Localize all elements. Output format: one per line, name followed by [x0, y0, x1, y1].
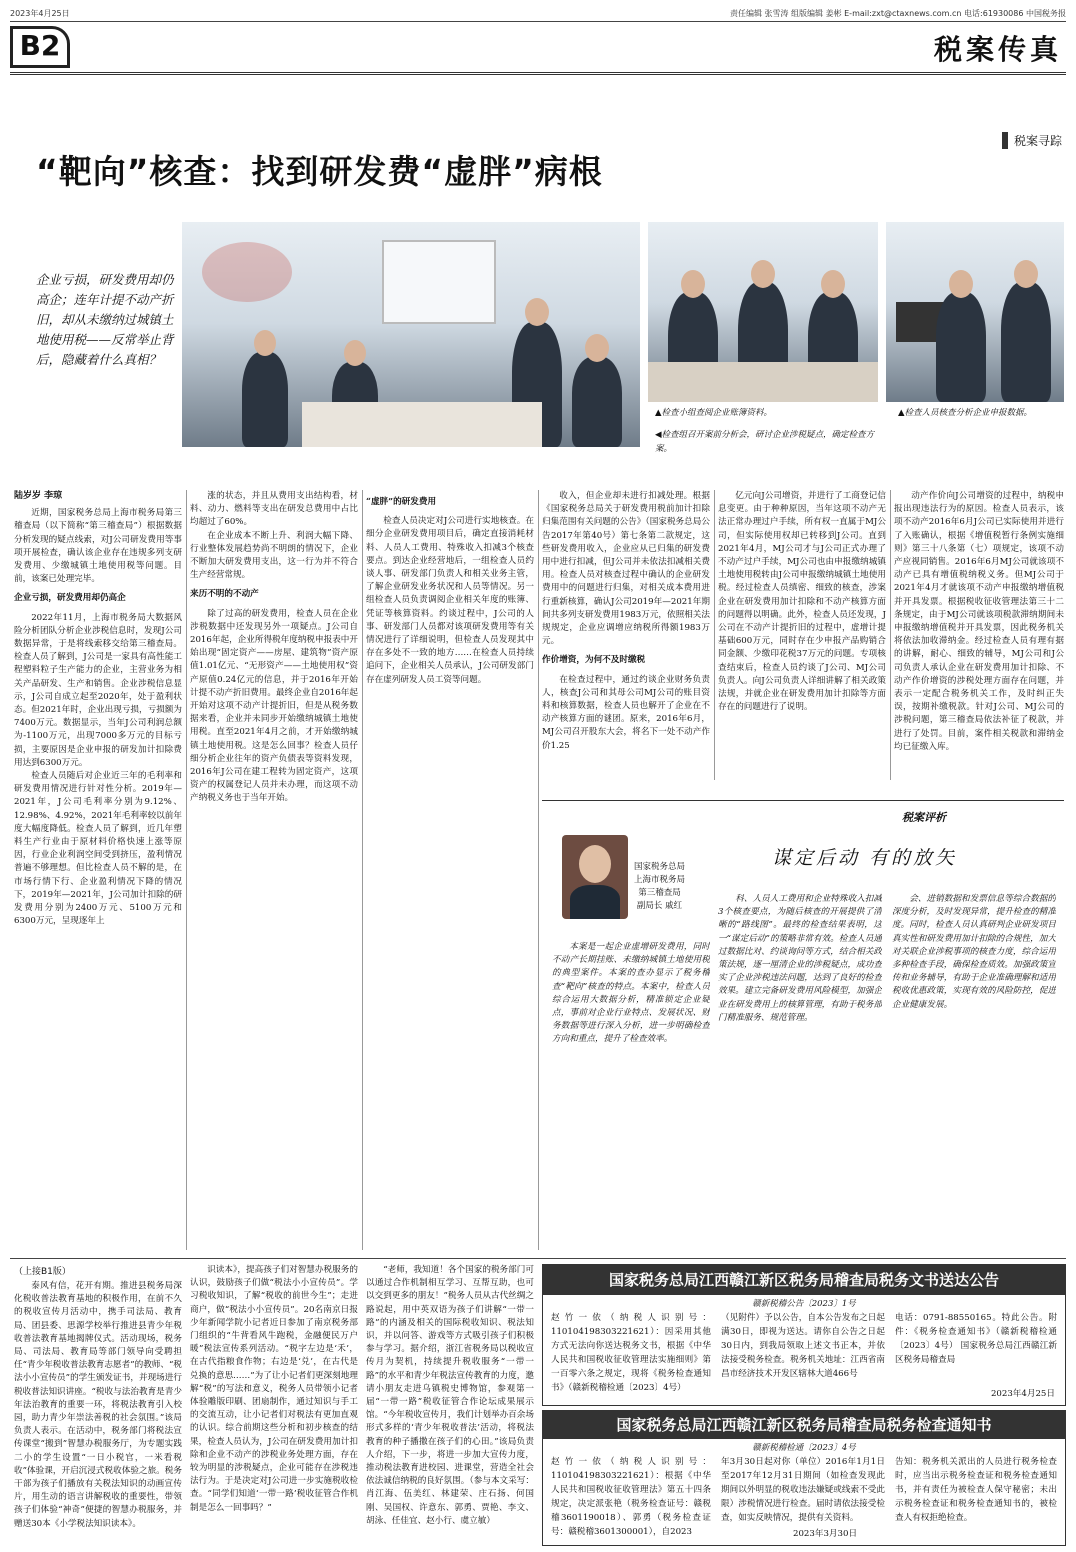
- column-divider: [362, 490, 363, 1250]
- editor-info: 责任编辑 张雪涛 组版编辑 姜彬 E-mail:zxt@ctaxnews.com.cn 电话:61930086 中国税务报: [729, 9, 1066, 18]
- ledger-review-photo: [648, 222, 878, 402]
- continued-column-2: 识读本》，提高孩子们对智慧办税服务的认识，鼓励孩子们做“税法小小宣传员”。学习税收知识，了解“税收的前世今生”；走进商户，做“税法小小宣传员”。20名南京日报少年新闻学院小记者近日参加了南京税务部门组织的“牛背看风牛跑税，金融便民万户暖”税法宣传系列活动。“税字左边是‘禾’，在古代指粮食作物；右边是‘兑’，在古代是兑换的意思……”为了让小记者们更深刻地理解“税”的写法和意义，税务人员带领小记者体验雕版印刷、团扇制作，通过知识与手工的交流互动，让小记者们对税法有更加直观的认识。综合前期这些分析和初步核查的结果，检查人员认为，J公司在研发费用加计扣除和企业不动产的涉税业务处理方面，存在较为明显的涉税疑点，企业可能存在涉税违法行为。于是决定对J公司进一步实施税收检查。“同学们知道‘一带一路’税收征管合作机制是怎么一回事吗？”: [190, 1265, 358, 1513]
- page-header-bar: [10, 6, 1066, 20]
- notice-number: 赣新税稽公告〔2023〕1号: [752, 1299, 856, 1309]
- article-paragraph: 除了过高的研发费用，检查人员在企业涉税数据中还发现另外一项疑点。J公司自2016年起，企业所得税年度纳税申报表中开始出现“固定资产——房屋、建筑物”资产原值1.01亿元、“无形资产——土地使用权”资产原值0.24亿元的信息，并于2016年开始计提不动产折旧费用。最终企业自2016年起开始对这项不动产计提折旧，但是从税务数据来看，企业并未同步开始缴纳城镇土地使用税。直至2021年4月之前，才开始缴纳城镇土地使用税。这是怎么回事？检查人员仔细分析企业往年的资产负债表等资料发现，2016年J公司在建工程转为固定资产，这项资产的权属登记人员并未办理，而这项不动产纳税义务也于当年开始。: [190, 608, 358, 804]
- article-column-4: [542, 490, 710, 780]
- page-number: B2: [10, 26, 70, 68]
- commentary-section: [542, 800, 1064, 1251]
- author-info: 国家税务总局 上海市税务局 第三稽查局 副局长 戚红: [634, 862, 686, 911]
- continued-label: （上接B1版）: [14, 1267, 71, 1277]
- article-paragraph: 在企业成本不断上升、利润大幅下降、行业整体发展趋势尚不明朗的情况下，企业不断加大研发费用支出，这一行为并不符合生产经营常规。: [190, 530, 358, 581]
- byline: 陆岁岁 李琼: [14, 491, 63, 501]
- article-subhead: 企业亏损，研发费用却仍高企: [14, 593, 126, 604]
- article-deck: 企业亏损，研发费用却仍高企；连年计提不动产折旧，却从未缴纳过城镇土地使用税——反常举止背后，隐藏着什么真相？: [36, 272, 174, 367]
- article-paragraph: 亿元向J公司增资，并进行了工商登记信息变更。由于种种原因，当年这项不动产无法正常办理过户手续，所有权一直属于MJ公司，但实际使用权却已转移到J公司。直到2021年4月，MJ公司才与J公司正式办理了不动产过户手续，MJ公司也由申报缴纳城镇土地使用税转由J公司申报缴纳城镇土地使用税。经过检查人员缜密、细致的核查，涉案企业在研发费用加计扣除和不动产核算方面的问题得以明确。此外，检查人员还发现，J公司在不动产计提折旧的过程中，虚增计提基础600万元，同时存在少申报产品购销合同金额、少缴印花税37万元的问题。专项核查结束后，检查人员约谈了J公司、MJ公司负责人。向J公司负责人详细讲解了相关政策法规，并就企业在研发费用加计扣除等方面存在的问题进行了说明。: [718, 491, 886, 713]
- data-analysis-photo: [886, 222, 1064, 402]
- notice-number: 赣新税稽检通〔2023〕4号: [752, 1443, 856, 1453]
- commentary-title: 谋定后动 有的放矢: [772, 847, 958, 869]
- article-column-2: [190, 490, 358, 1250]
- headline: “靶向”核查：找到研发费“虚胖”病根: [36, 152, 603, 191]
- article-subhead: 来历不明的不动产: [190, 589, 259, 600]
- article-paragraph: 涨的状态，并且从费用支出结构看，材料、动力、燃料等支出在研发总费用中占比均超过了60%。: [190, 491, 358, 528]
- notice-title: 国家税务总局江西赣江新区税务局稽查局税务文书送达公告: [543, 1265, 1065, 1295]
- caption-analysis: ▲检查人员核查分析企业申报数据。: [898, 408, 1033, 418]
- issue-date: 2023年4月25日: [10, 9, 70, 18]
- article-column-3: [366, 490, 534, 1250]
- author-portrait: [562, 835, 628, 919]
- section-rule: [10, 72, 1066, 75]
- lower-section-rule: [10, 1258, 1066, 1259]
- article-paragraph: 近期，国家税务总局上海市税务局第三稽查局（以下简称“第三稽查局”）根据数据分析发现的疑点线索，对J公司研发费用等事项开展检查，确认该企业存在违规多列支研发费用、少缴城镇土地使用税等问题。目前，该案已处理完毕。: [14, 508, 182, 585]
- commentary-tag: 税案评析: [902, 811, 946, 824]
- article-paragraph: 动产作价向J公司增资的过程中，纳税申报出现违法行为的原因。检查人员表示，该项不动产2016年6月J公司已实际使用并进行了入账确认，根据《增值税暂行条例实施细则》第三十八条第（七）项规定，该项不动产应视同销售。2016年6月MJ公司就该项不动产已具有增值税纳税义务。但MJ公司于2021年4月才就该项不动产申报缴纳增值税并开具发票。根据税收征收管理法第三十二条规定，由于MJ公司就该项税款滞纳期间未申报缴纳增值税并开具发票，因此税务机关将依法加收滞纳金。经过检查人员有理有据的讲解，耐心、细致的辅导，MJ公司和J公司负责人承认企业在研发费用加计扣除、不动产作价增资的涉税处理方面存在问题，并表示一定配合税务机关工作，及时纠正失误，按期补缴税款。针对J公司、MJ公司的涉税问题，第三稽查局依法补征了税款，并进行了处罚。目前，案件相关税款和滞纳金均已征缴入库。: [894, 491, 1064, 752]
- continued-column-1: 泰风有信，花开有期。推进县税务局深化税收普法教育基地的积极作用，在前不久的税收宣传月活动中，携手司法局、教育局、团县委、思源学校举行推进县青少年税收普法教育基地揭牌仪式。活动现场，税务局、司法局、教育局等部门领导向受聘担任“青少年税收普法教育志愿者”的教师、“税法小小宣传员”的学生颁发证书，并现场进行税收普法知识讲座。“税收与法治教育是青少年法治教育的重要一环，将税法教育引入校园，助力青少年崇法善税的社会氛围。”该局负责人表示。在活动中，税务部门将税法宣传课堂“搬到”智慧办税服务厅，为专题实践二小的学生设置“一日小税官，一米看税收”体验课，开启沉浸式税收体验之旅。税务干部为孩子们播放有关税法知识的动画宣传片，用生动的语言讲解税收的重要性，带领孩子们体验“神奇”便捷的智慧办税服务，并赠送30本《小学税法知识读本》。: [14, 1281, 182, 1529]
- article-paragraph: 在检查过程中，通过约谈企业财务负责人，核查J公司和其母公司MJ公司的账目资料和核算数据，检查人员也解开了企业在不动产核算方面的谜团。原来，2016年6月，MJ公司召开股东大会，将名下一处不动产作价1.25: [542, 674, 710, 751]
- section-title: 税案传真: [933, 33, 1062, 66]
- notice-service: 国家税务总局江西赣江新区税务局稽查局税务文书送达公告 赣新税稽公告〔2023〕1号 赵竹一依（纳税人识别号：110104198303221621）：因采用其他方式无法向你送达税务文书，根据《中华人民共和国税收征收管理法实施细则》第一百零六条之规定，现将《税务检查通知书》（赣新税稽检通〔2023〕4号） （见附件）予以公告，自本公告发布之日起满30日，即视为送达。请你自公告之日起30日内，到我局领取上述文书正本，并依法接受税务检查。税务机关地址：江西省南昌市经济技术开发区辖林大道466号 电话：0791-88550165。特此公告。附件：《税务检查通知书》（赣新税稽检通〔2023〕4号） 国家税务总局江西赣江新区税务局稽查局 2023年4月25日: [542, 1264, 1066, 1406]
- caption-meeting: ◀检查组召开案前分析会，研讨企业涉税疑点，确定检查方案。: [655, 430, 875, 454]
- article-subhead: 作价增资，为何不及时缴税: [542, 655, 646, 666]
- notice-title: 国家税务总局江西赣江新区税务局稽查局税务检查通知书: [543, 1411, 1065, 1439]
- meeting-photo: [182, 222, 640, 447]
- column-divider: [186, 490, 187, 1250]
- article-column-5: [718, 490, 886, 780]
- article-column-6: [894, 490, 1064, 780]
- header-rule: [10, 21, 1066, 22]
- continued-column-3: “老师，我知道！各个国家的税务部门可以通过合作机制相互学习、互帮互助，也可以交到更多的朋友！”税务人员从古代丝绸之路说起，用中英双语为孩子们讲解“一带一路”的内涵及相关的国际税收知识、税法知识，并以问答、游戏等方式吸引孩子们积极参与学习。据介绍，浙江省税务局以税收宣传月为契机，持续提升税收服务“一带一路”的水平和青少年税法宣传教育的力度，邀请小朋友走进乌镇税史博物馆，参观第一届“一带一路”税收征管合作论坛成果展示馆。“今年税收宣传月，我们计划举办百余场形式多样的‘青少年税收普法’活动，将税法教育的种子播撒在孩子们的心田。”该局负责人介绍，下一步，将进一步加大宣传力度，推动税法教育进校园、进课堂，营造全社会依法诚信纳税的良好氛围。（参与本文采写：肖江海、伍美红、林建荣、庄石扬、何国刚、吴国权、许意东、郭勇、贾艳、李文、胡泳、任佳宜、赵小行、虞立敏）: [366, 1265, 534, 1526]
- commentary-column-2: 科、人员人工费用和企业特殊收入扣减3个核查要点，为随后核查的开展提供了清晰的“路线图”。最终的检查结果表明，这一“谋定后动”的策略非常有效。检查人员通过数据比对、约谈询问等方式，结合相关政策法规，逐一厘清企业的涉税疑点，成功查实了企业涉税违法问题，达到了良好的检查效果。建立完备研发费用风险模型，加强企业在研发费用上的核算管理，有助于税务部门精准服务、规范管理。: [718, 894, 882, 1023]
- caption-ledger: ▲检查小组查阅企业账簿资料。: [655, 408, 773, 418]
- article-subhead: “虚胖”的研发费用: [366, 497, 437, 507]
- column-divider: [538, 490, 539, 1250]
- notice-inspection: 国家税务总局江西赣江新区税务局稽查局税务检查通知书 赣新税稽检通〔2023〕4号 赵竹一依（纳税人识别号：110104198303221621）：根据《中华人民共和国税收征收管理法》第五十四条规定，决定派张艳（税务检查证号：赣税稽3601190018）、郭勇（税务检查证号：赣税稽3601300001），自2023 年3月30日起对你（单位）2016年1月1日至2017年12月31日期间（如检查发现此期间以外明显的税收违法嫌疑或线索不受此限）涉税情况进行检查。届时请依法接受检查，如实反映情况，提供有关资料。 2023年3月30日 告知：税务机关派出的人员进行税务检查时，应当出示税务检查证和税务检查通知书，并有责任为被检查人保守秘密；未出示税务检查证和税务检查通知书的，被检查人有权拒绝检查。: [542, 1410, 1066, 1546]
- article-paragraph: 检查人员随后对企业近三年的毛利率和研发费用情况进行针对性分析。2019年—2021年，J公司毛利率分别为9.12%、12.98%、4.92%，2021年毛利率较以前年度大幅度降低。检查人员了解到，近几年塑料生产行业由于原材料价格快速上涨等原因，行业企业利润空间受到挤压，盈利情况普遍不够理想。但比检查人员不解的是，在市场行情下行、企业盈利情况下降的情况下，2019年—2021年，J公司加计扣除的研发费用分别为2400万元、5100万元和6300万元，呈现逐年上: [14, 771, 182, 927]
- commentary-column-3: 会、进销数据和发票信息等综合数据的深度分析，及时发现异常，提升检查的精准度。同时，检查人员认真研判企业研发项目真实性和研发费用加计扣除的合规性，加大对关联企业涉税事项的核查力度，综合运用多种检查手段，确保检查质效。加强政策宣传和业务辅导，有助于企业准确理解和适用税收优惠政策，实现有效的风险防控，促进企业健康发展。: [892, 894, 1056, 1010]
- article-column-1: [14, 490, 182, 1250]
- column-divider: [714, 490, 715, 780]
- article-paragraph: 2022年11月，上海市税务局大数据风险分析团队分析企业涉税信息时，发现J公司数据异常，于是将线索移交给第三稽查局。检查人员了解到，J公司是一家具有高性能工程塑料粒子生产能力的企业，主营业务为相关产品研发、生产和销售。企业涉税信息显示，J公司自成立起至2020年，处于盈利状态。但2021年时，企业出现亏损，亏损额为7400万元。数据显示，当年J公司利润总额为-1100万元，出现7000多万元的目标亏损，主要原因是企业申报的研发加计扣除费用达到6300万元。: [14, 612, 182, 768]
- notice-date: 2023年4月25日: [990, 1389, 1055, 1399]
- column-divider: [890, 490, 891, 780]
- article-paragraph: 检查人员决定对J公司进行实地核查。在细分企业研发费用项目后，确定直接消耗材料、人员人工费用、特殊收入扣减3个核查要点。到达企业经营地后，一组检查人员约谈人事、研发部门负责人和相关业务主管，了解企业研发业务状况和人员等情况。另一组检查人员负责调阅企业相关年度的账簿、凭证等核算资料。约谈过程中，J公司的人事、研发部门人员都对该项研发费用等有关情况进行了详细说明，但检查人员发现其中存在多处不一致的地方……在检查人员持续追问下，企业相关人员承认，J公司研发部门存在虚列研发人员工资等问题。: [366, 516, 534, 685]
- article-paragraph: 收入，但企业却未进行扣减处理。根据《国家税务总局关于研发费用税前加计扣除归集范围有关问题的公告》（国家税务总局公告2017年第40号）第七条第二款规定，这些研发费用收入，企业应从已归集的研发费用中进行扣减，但J公司并未依法扣减相关费用。检查人员对核查过程中确认的企业研发费用中的问题进行归集，对相关成本费用进行重新核算，确认J公司2019年—2021年期间共多列支研发费用1983万元，依照相关法规规定，企业应调增应纳税所得额1983万元。: [542, 491, 710, 647]
- column-tag: 税案寻踪: [1002, 132, 1062, 149]
- notice-date: 2023年3月30日: [793, 1529, 858, 1539]
- commentary-column-1: 本案是一起企业虚增研发费用，同时不动产长期挂账、未缴纳城镇土地使用税的典型案件。本案的查办显示了税务稽查“靶向”核查的特点。本案中，检查人员综合运用大数据分析，精准锁定企业疑点，事前对企业行业特点、发展状况、财务数据等进行深入分析，进一步明确检查方向和重点，提升了检查效率。: [552, 942, 710, 1045]
